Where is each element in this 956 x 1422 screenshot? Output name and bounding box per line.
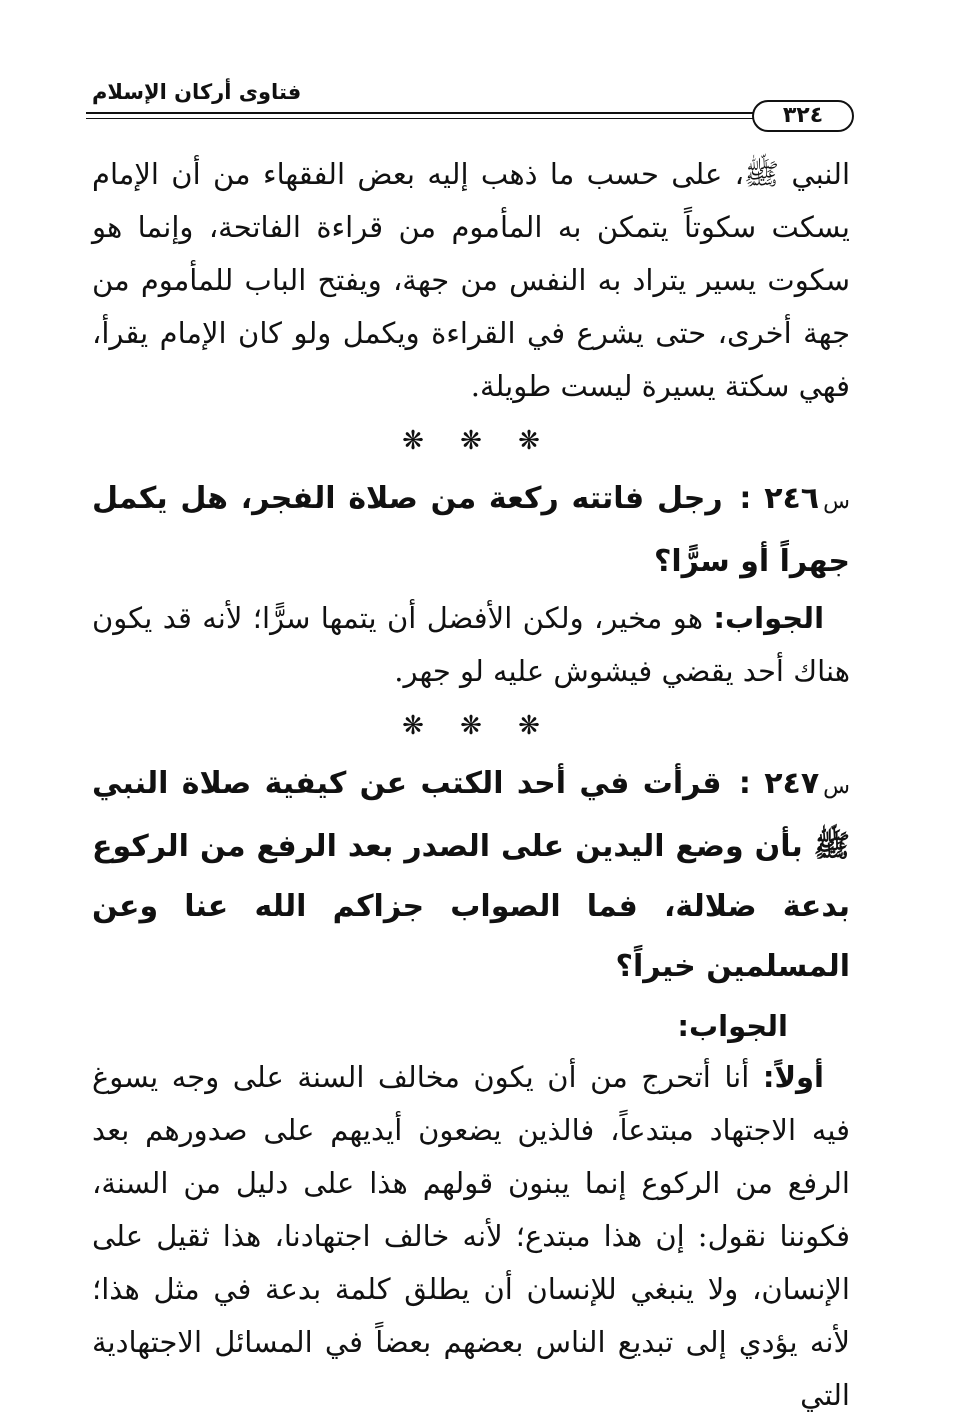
- answer-246: [92, 592, 850, 698]
- answer-text: أنا أتحرج من أن يكون مخالف السنة على وجه يسوغ فيه الاجتهاد مبتدعاً، فالذين يضعون أيديهم على صدورهم بعد الرفع من الركوع إنما يبنون قولهم هذا على دليل من السنة، فكوننا نقول: إن هذا مبتدع؛ لأنه خالف اجتهادنا، هذا ثقيل على الإنسان، ولا ينبغي للإنسان أن يطلق كلمة بدعة في مثل هذا؛ لأنه يؤدي إلى تبديع الناس بعضهم بعضاً في المسائل الاجتهادية التي: [92, 1060, 850, 1412]
- star-ornament-icon: ❋: [460, 711, 482, 741]
- answer-text: هو مخير، ولكن الأفضل أن يتمها سرًّا؛ لأنه قد يكون هناك أحد يقضي فيشوش عليه لو جهر.: [92, 601, 850, 688]
- section-separator: [92, 413, 850, 469]
- page-body: [92, 148, 850, 1422]
- page-header: [86, 72, 856, 132]
- star-ornament-icon: ❋: [402, 711, 424, 741]
- question-prefix: س: [823, 489, 850, 514]
- question-247: [92, 754, 850, 997]
- question-text: قرأت في أحد الكتب عن كيفية صلاة النبي ﷺ بأن وضع اليدين على الصدر بعد الرفع من الركوع بدعة ضلالة، فما الصواب جزاكم الله عنا وعن المسلمين خيراً؟: [92, 766, 850, 984]
- first-point-label: أولاً:: [762, 1060, 825, 1094]
- answer-label: الجواب:: [713, 601, 825, 635]
- star-ornament-icon: ❋: [518, 711, 540, 741]
- section-separator: [92, 698, 850, 754]
- header-divider: [86, 112, 754, 119]
- question-prefix: س: [823, 774, 851, 799]
- star-ornament-icon: ❋: [518, 426, 540, 456]
- answer-247: [92, 1051, 850, 1422]
- intro-paragraph: النبي ﷺ، على حسب ما ذهب إليه بعض الفقهاء من أن الإمام يسكت سكوتاً يتمكن به المأموم من قراءة الفاتحة، وإنما هو سكوت يسير يتراد به النفس من جهة، ويفتح الباب للمأموم من جهة أخرى، حتى يشرع في القراءة ويكمل ولو كان الإمام يقرأ، فهي سكتة يسيرة ليست طويلة.: [92, 157, 850, 403]
- page-number: ٣٢٤: [752, 100, 854, 132]
- question-246: [92, 469, 850, 592]
- question-number: ٢٤٦ :: [739, 481, 820, 516]
- star-ornament-icon: ❋: [402, 426, 424, 456]
- question-text: رجل فاتته ركعة من صلاة الفجر، هل يكمل جهراً أو سرًّا؟: [92, 481, 850, 579]
- star-ornament-icon: ❋: [460, 426, 482, 456]
- book-title: فتاوى أركان الإسلام: [92, 80, 302, 104]
- question-number: ٢٤٧ :: [738, 766, 820, 801]
- answer-label: الجواب:: [677, 1009, 788, 1043]
